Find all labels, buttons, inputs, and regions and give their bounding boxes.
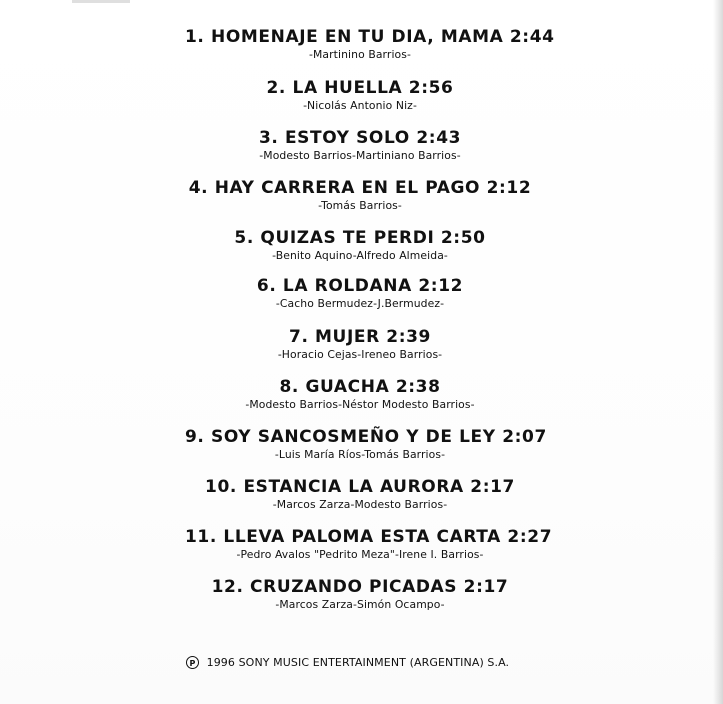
track-credit: -Martinino Barrios- [309, 48, 411, 61]
track-item [185, 377, 535, 411]
track-title: 1. HOMENAJE EN TU DIA, MAMA 2:44 [185, 27, 555, 47]
track-item [185, 527, 553, 561]
track-item [185, 78, 535, 112]
track-title: 3. ESTOY SOLO 2:43 [258, 128, 462, 148]
track-title: 2. LA HUELLA 2:56 [266, 78, 454, 98]
track-item [185, 427, 547, 461]
track-credit: -Marcos Zarza-Simón Ocampo- [275, 598, 445, 611]
track-title: 9. SOY SANCOSMEÑO Y DE LEY 2:07 [185, 427, 547, 447]
track-credit: -Cacho Bermudez-J.Bermudez- [275, 297, 445, 310]
copyright-text: 1996 SONY MUSIC ENTERTAINMENT (ARGENTINA) S.A. [206, 656, 510, 669]
track-title: 12. CRUZANDO PICADAS 2:17 [211, 577, 509, 597]
track-item [185, 128, 535, 162]
tracklist [185, 27, 555, 657]
track-item [185, 27, 555, 61]
track-credit: -Horacio Cejas-Ireneo Barrios- [277, 348, 443, 361]
phonogram-copyright-icon: P [186, 656, 199, 669]
track-credit: -Modesto Barrios-Néstor Modesto Barrios- [245, 398, 475, 411]
track-title: 4. HAY CARRERA EN EL PAGO 2:12 [188, 178, 532, 198]
track-item [185, 477, 535, 511]
copyright-footer [186, 655, 526, 671]
track-credit: -Nicolás Antonio Niz- [303, 99, 417, 112]
track-item [185, 327, 535, 361]
track-credit: -Marcos Zarza-Modesto Barrios- [272, 498, 448, 511]
track-title: 7. MUJER 2:39 [289, 327, 431, 347]
track-item [185, 276, 535, 310]
track-title: 8. GUACHA 2:38 [279, 377, 441, 397]
scan-edge-shadow [713, 0, 723, 704]
track-credit: -Tomás Barrios- [318, 199, 402, 212]
track-title: 6. LA ROLDANA 2:12 [256, 276, 464, 296]
track-credit: -Benito Aquino-Alfredo Almeida- [272, 249, 448, 262]
track-title: 11. LLEVA PALOMA ESTA CARTA 2:27 [185, 527, 553, 547]
track-item [185, 178, 535, 212]
top-scan-mark [72, 0, 130, 3]
track-item [185, 577, 535, 611]
track-credit: -Modesto Barrios-Martiniano Barrios- [259, 149, 461, 162]
track-credit: -Pedro Avalos "Pedrito Meza"-Irene I. Barrios- [236, 548, 484, 561]
track-title: 10. ESTANCIA LA AURORA 2:17 [205, 477, 515, 497]
track-item [185, 228, 535, 262]
track-title: 5. QUIZAS TE PERDI 2:50 [234, 228, 486, 248]
track-credit: -Luis María Ríos-Tomás Barrios- [274, 448, 446, 461]
